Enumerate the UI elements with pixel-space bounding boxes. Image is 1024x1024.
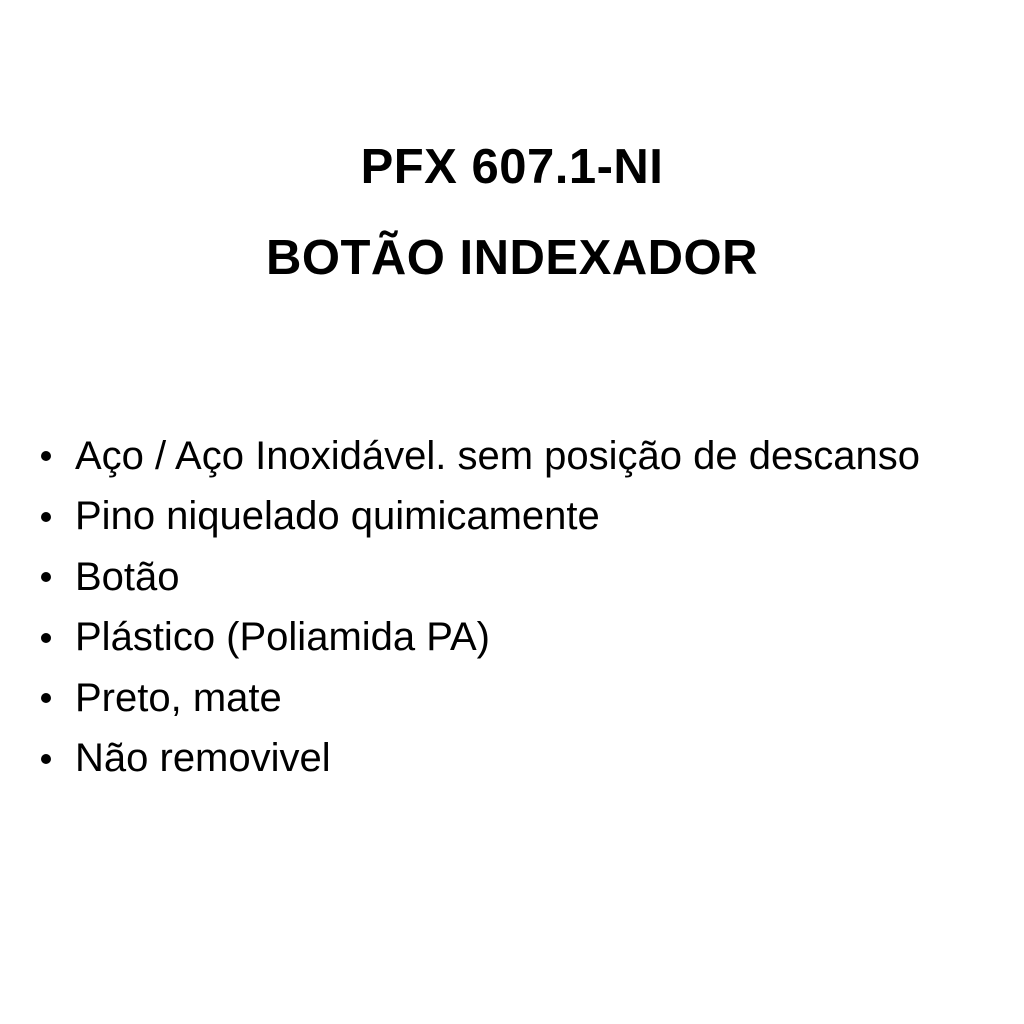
spec-text: Botão <box>75 554 180 599</box>
spec-text: Não removivel <box>75 736 331 781</box>
title-block <box>0 122 1024 304</box>
bullet-icon <box>41 693 51 703</box>
list-item <box>38 668 1018 729</box>
bullet-icon <box>41 512 51 522</box>
list-item <box>38 426 1018 487</box>
spec-text: Aço / Aço Inoxidável. sem posição de descanso <box>75 433 920 478</box>
spec-list <box>38 426 1018 789</box>
list-item <box>38 487 1018 548</box>
product-name: BOTÃO INDEXADOR <box>265 231 759 285</box>
spec-text: Pino niquelado quimicamente <box>75 494 600 539</box>
list-item <box>38 729 1018 790</box>
list-item <box>38 608 1018 669</box>
spec-text: Preto, mate <box>75 675 282 720</box>
list-item <box>38 547 1018 608</box>
product-code: PFX 607.1-NI <box>360 140 664 194</box>
bullet-icon <box>41 451 51 461</box>
bullet-icon <box>41 754 51 764</box>
spec-text: Plástico (Poliamida PA) <box>75 615 490 660</box>
bullet-icon <box>41 572 51 582</box>
bullet-icon <box>41 633 51 643</box>
